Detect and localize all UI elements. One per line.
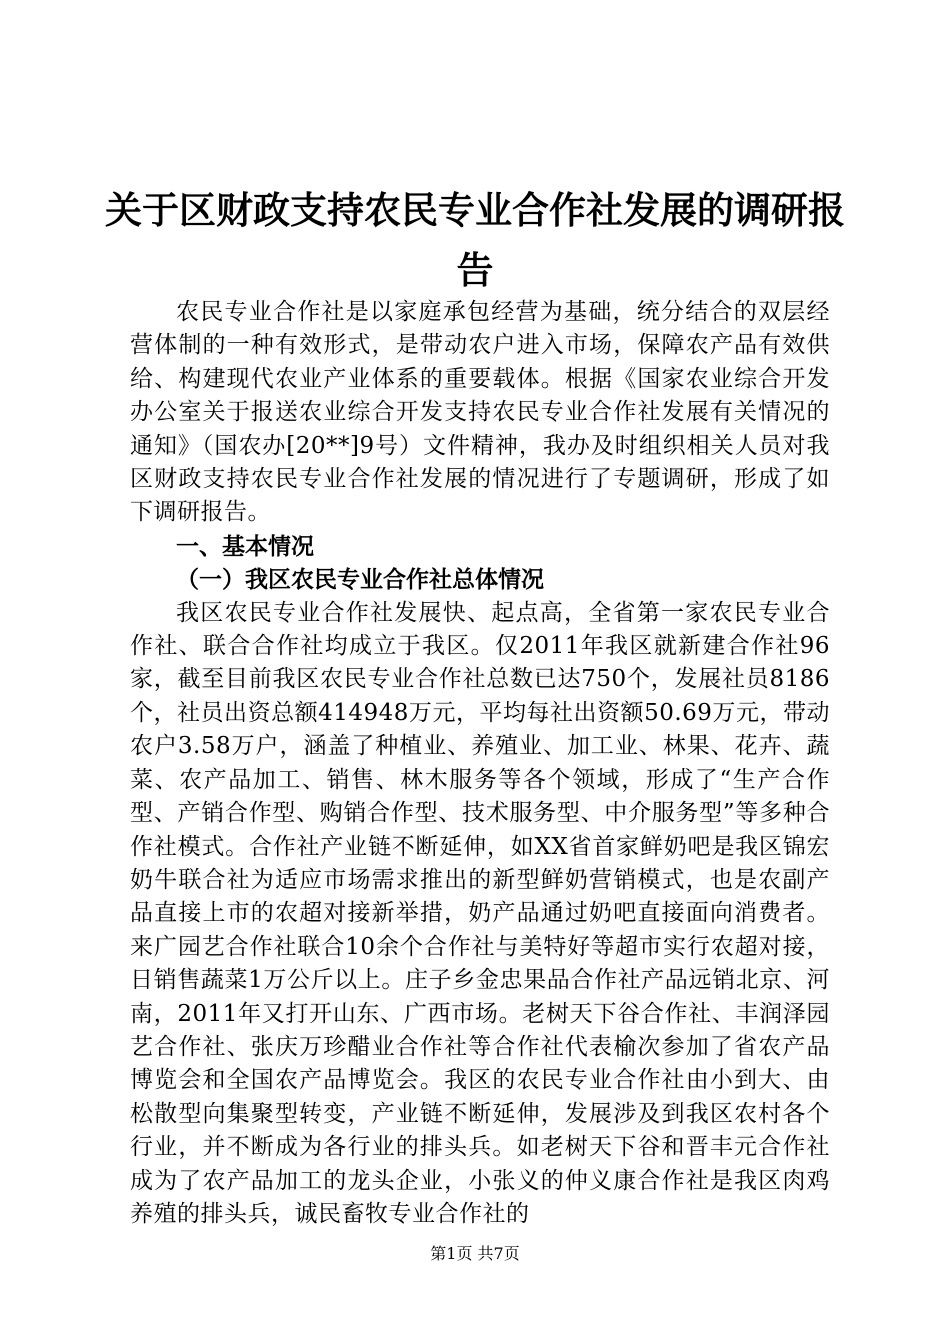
document-body — [130, 296, 830, 1231]
subsection-heading-overall-situation: （一）我区农民专业合作社总体情况 — [176, 566, 544, 594]
subsection-paragraph: 我区农民专业合作社发展快、起点高，全省第一家农民专业合作社、联合合作社均成立于我区。仅2011年我区就新建合作社96家，截至目前我区农民专业合作社总数已达750个，发展社员8186个，社员出资总额414948万元，平均每社出资额50.69万元，带动农户3.58万户，涵盖了种植业、养殖业、加工业、林果、花卉、蔬菜、农产品加工、销售、林木服务等各个领域，形成了“生产合作型、产销合作型、购销合作型、技术服务型、中介服务型”等多种合作社模式。合作社产业链不断延伸，如XX省首家鲜奶吧是我区锦宏奶牛联合社为适应市场需求推出的新型鲜奶营销模式，也是农副产品直接上市的农超对接新举措，奶产品通过奶吧直接面向消费者。来广园艺合作社联合10余个合作社与美特好等超市实行农超对接，日销售蔬菜1万公斤以上。庄子乡金忠果品合作社产品远销北京、河南，2011年又打开山东、广西市场。老树天下谷合作社、丰润泽园艺合作社、张庆万珍醋业合作社等合作社代表榆次参加了省农产品博览会和全国农产品博览会。我区的农民专业合作社由小到大、由松散型向集聚型转变，产业链不断延伸，发展涉及到我区农村各个行业，并不断成为各行业的排头兵。如老树天下谷和晋丰元合作社成为了农产品加工的龙头企业，小张义的仲义康合作社是我区肉鸡养殖的排头兵，诚民畜牧专业合作社的 — [130, 599, 830, 1227]
document-title: 关于区财政支持农民专业合作社发展的调研报告 — [105, 188, 845, 292]
section-heading-basic-situation: 一、基本情况 — [176, 532, 314, 560]
intro-paragraph: 农民专业合作社是以家庭承包经营为基础，统分结合的双层经营体制的一种有效形式，是带动农户进入市场，保障农产品有效供给、构建现代农业产业体系的重要载体。根据《国家农业综合开发办公室关于报送农业综合开发支持农民专业合作社发展有关情况的通知》（国农办[20**]9号）文件精神，我办及时组织相关人员对我区财政支持农民专业合作社发展的情况进行了专题调研，形成了如下调研报告。 — [130, 299, 830, 526]
page-number-footer: 第1页 共7页 — [430, 1244, 520, 1263]
